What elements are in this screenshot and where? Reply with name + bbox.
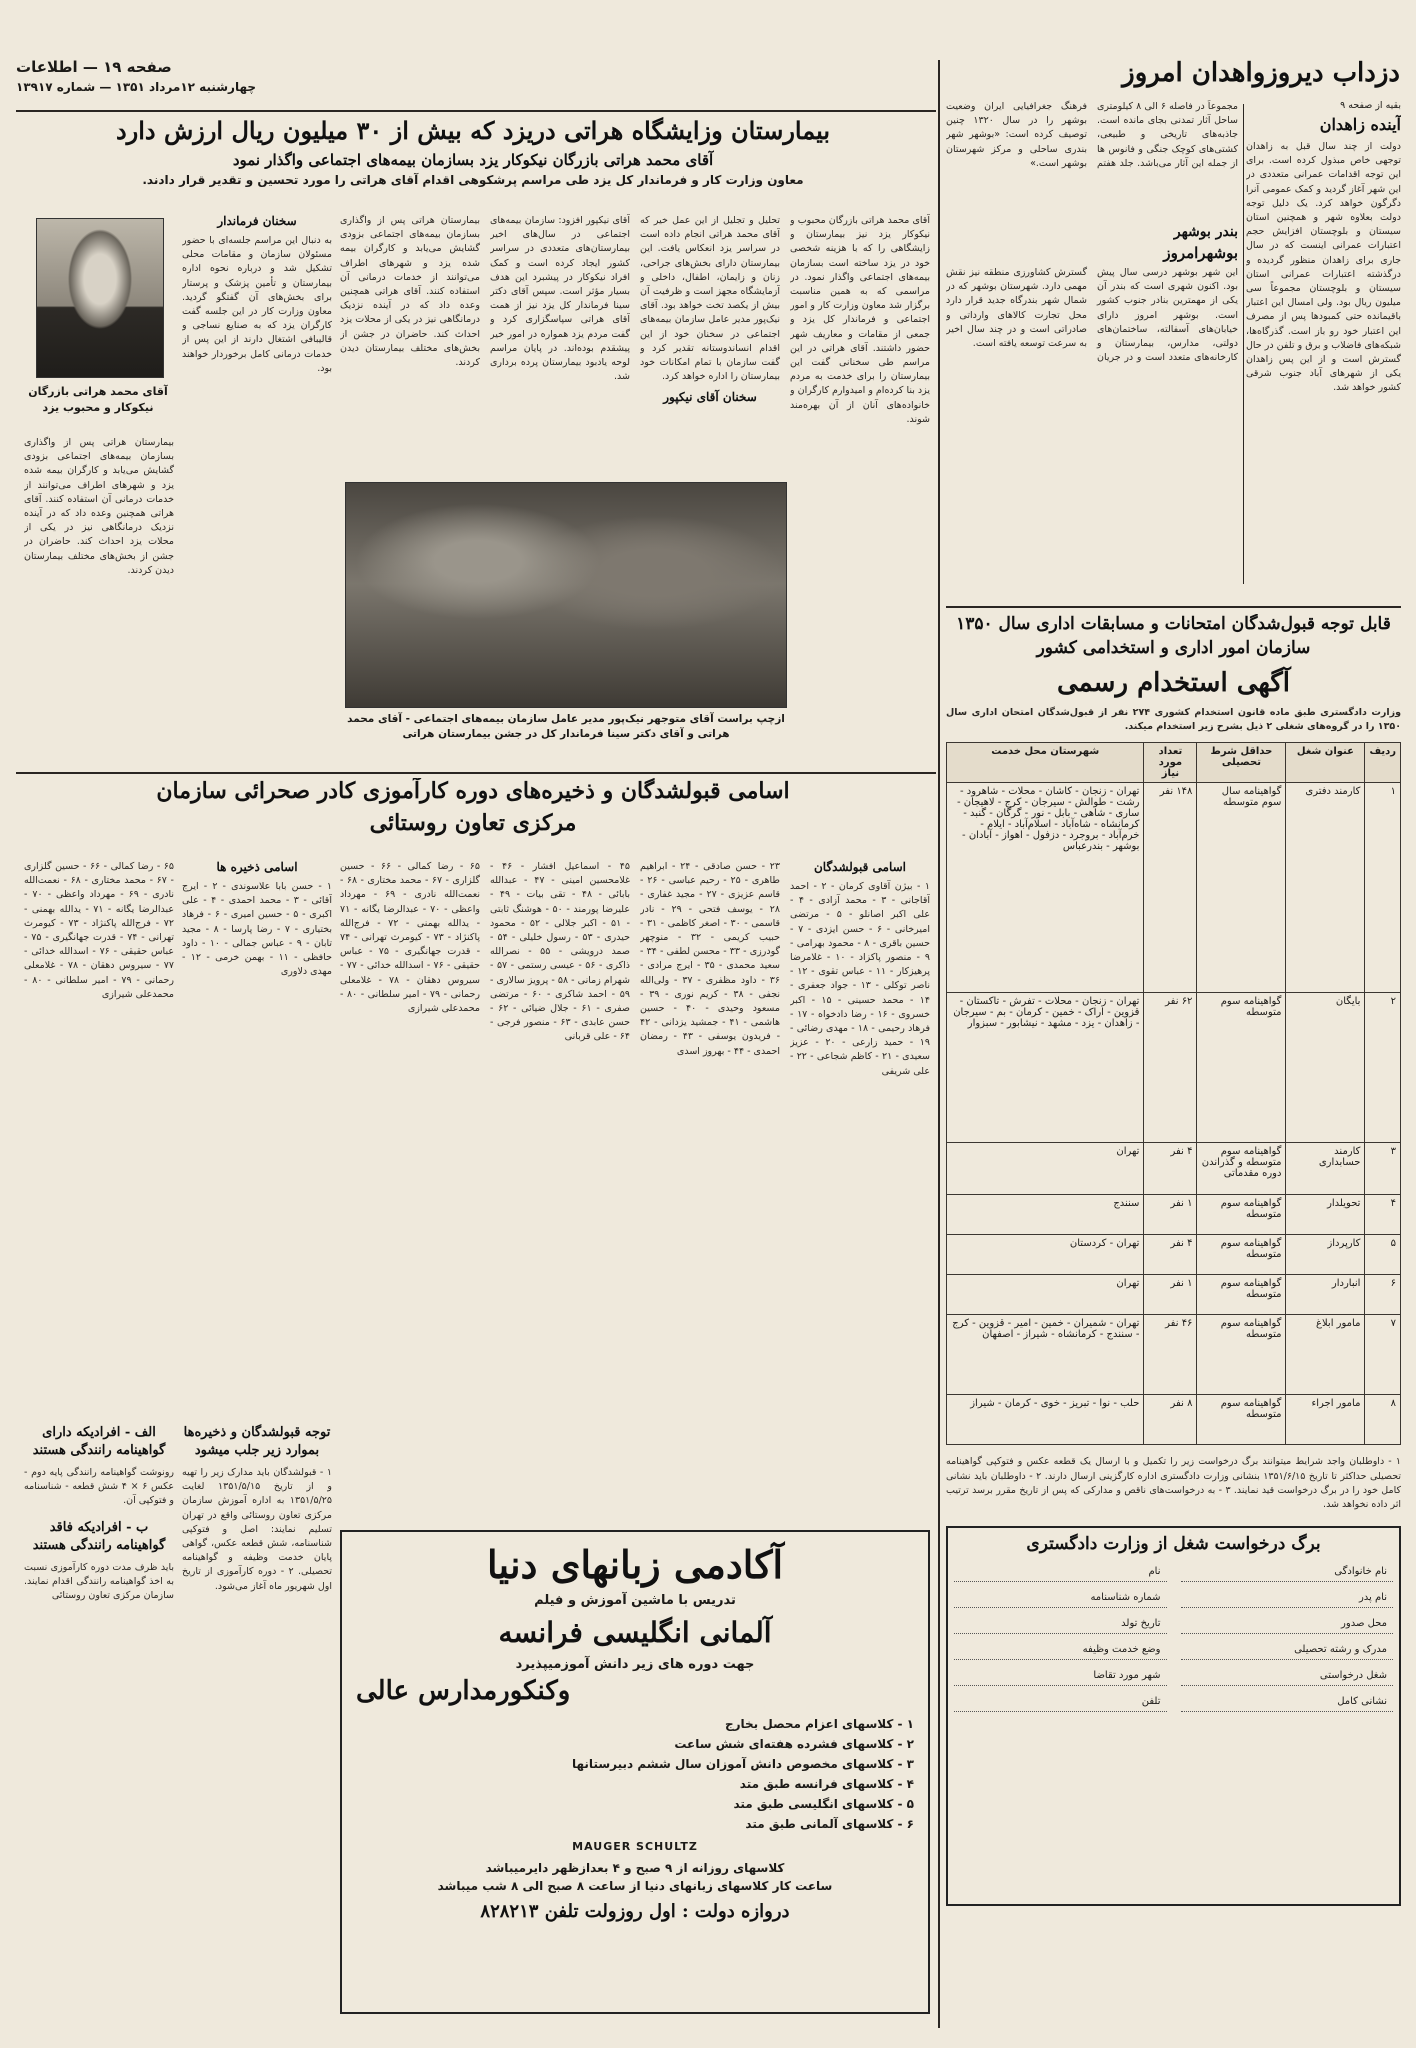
bushehr-subhead: بوشهرامروز [1163, 244, 1238, 262]
academy-item: ۵ - کلاسهای انگلیسی طبق متد [733, 1797, 914, 1811]
table-row [947, 1143, 1401, 1195]
hospital-col-4: بیمارستان هراتی پس از واگذاری بسازمان بیمه‌های اجتماعی بزودی گشایش می‌یابد و کارگران بیمه شده یزد و شهرهای اطراف می‌توانند از خدمات درمانی آن استفاده کنند. آقای هراتی همچنین وعده داد که در آینده نزدیک درمانگاهی نیز در یکی از محلات یزد احداث کند. حاضران در جشن از بخش‌های مختلف بیمارستان دیدن کردند. [340, 215, 480, 369]
row-education: گواهینامه سوم متوسطه و گذراندن دوره مقدماتی [1197, 1143, 1286, 1195]
table-row [947, 1235, 1401, 1275]
category-a-body: رونوشت گواهینامه رانندگی پایه دوم - عکس ۶ × ۴ شش قطعه - شناسنامه و فتوکپی آن. [24, 1467, 174, 1507]
form-field: نام خانوادگی [1181, 1562, 1394, 1582]
training-headline: اسامی قبولشدگان و ذخیره‌های دوره کارآموزی کادر صحرائی سازمان [156, 778, 790, 804]
right-section-rule [946, 606, 1401, 608]
accepted-list-col-4: ۶۵ - رضا کمالی - ۶۶ - حسین گلزاری - ۶۷ - محمد مختاری - ۶۸ - نعمت‌الله نادری - ۶۹ - مهرداد واعظی - ۷۰ - عبدالرضا یگانه - ۷۱ - یدالله بهمنی - ۷۲ - فرج‌الله پاکنژاد - ۷۳ - کیومرث تهرانی - ۷۴ - قدرت جهانگیری - ۷۵ - عباس حقیقی - ۷۶ - اسدالله خدائی - ۷۷ - سیروس دهقان - ۷۸ - غلامعلی رحمانی - ۷۹ - امیر سلطانی - ۸۰ - محمدعلی شیرازی [340, 861, 480, 1015]
academy-ad [340, 1530, 930, 2014]
accepted-list-col-1 [790, 860, 930, 1520]
zahedan-divider [1243, 104, 1244, 584]
bushehr-article [946, 100, 1238, 600]
accepted-list-a: ۱ - بیژن آقاوی کرمان - ۲ - احمد آقاجانی - ۳ - محمد آزادی - ۴ - علی اکبر اصانلو - ۵ - مرتضی امیرخانی - ۶ - حسن ایزدی - ۷ - حسین باقری - ۸ - محمود بهرامی - ۹ - منصور پاکزاد - ۱۰ - غلامرضا پرهیزکار - ۱۱ - عباس تقوی - ۱۲ - ناصر توکلی - ۱۳ - جواد جعفری - ۱۴ - محمد حسینی - ۱۵ - اکبر خسروی - ۱۶ - رضا دادخواه - ۱۷ - فرهاد رحیمی - ۱۸ - مهدی رضائی - ۱۹ - حمید زارعی - ۲۰ - عزیز سعیدی - ۲۱ - کاظم شجاعی - ۲۲ - علی شریفی [790, 881, 930, 1077]
category-b-title: ب - افرادیکه فاقد گواهینامه رانندگی هستند [32, 1519, 166, 1553]
row-education: گواهینامه سوم متوسطه [1197, 1275, 1286, 1315]
col-header: شهرستان محل خدمت [947, 743, 1144, 783]
hospital-col-1: آقای محمد هراتی بازرگان محبوب و نیکوکار یزد نیز بیمارستان و زایشگاهی را که با هزینه شخصی خود در یزد ساخته است بسازمان بیمه‌های اجتماعی واگذار نمود. در مراسمی که به همین مناسبت برگزار شد معاون وزارت کار و امور اجتماعی و فرماندار کل یزد و جمعی از مقامات و معاریف شهر حضور داشتند. آقای هراتی در این مراسم طی سخنانی گفت این بیمارستان را برای خدمت به مردم یزد بنا کرده‌ام و امیدوارم کارگران و خانواده‌های آنان از آن بهره‌مند شوند. [790, 215, 930, 425]
form-field: مدرک و رشته تحصیلی [1181, 1640, 1394, 1660]
event-photo-caption: ازچپ براست آقای متوجهر نیک‌پور مدیر عامل سازمان بیمه‌های اجتماعی - آقای محمد هراتی و آقای دکتر سینا فرماندار کل در جشن بیمارستان هراتی [347, 713, 785, 740]
academy-item: ۲ - کلاسهای فشرده هفته‌ای شش ساعت [674, 1737, 914, 1751]
accepted-list-col-3: ۴۵ - اسماعیل افشار - ۴۶ - غلامحسین امینی - ۴۷ - عبدالله بابائی - ۴۸ - تقی بیات - ۴۹ - علیرضا پورمند - ۵۰ - هوشنگ ثابتی - ۵۱ - اکبر جلالی - ۵۲ - محمود حیدری - ۵۳ - رسول خلیلی - ۵۴ - صمد درویشی - ۵۵ - نصرالله ذاکری - ۵۶ - عیسی رستمی - ۵۷ - شهرام زمانی - ۵۸ - پرویز سالاری - ۵۹ - احمد شاکری - ۶۰ - مرتضی صفری - ۶۱ - جلال ضیائی - ۶۲ - حسن عابدی - ۶۳ - منصور فرجی - ۶۴ - علی قربانی [490, 861, 630, 1043]
row-count: ۶۲ نفر [1144, 993, 1197, 1143]
col-header: ردیف [1365, 743, 1401, 783]
reserve-list [182, 860, 332, 1420]
row-count: ۴۶ نفر [1144, 1315, 1197, 1395]
employment-notes: ۱ - داوطلبان واجد شرایط میتوانند برگ درخواست زیر را تکمیل و با ارسال یک قطعه عکس و فتوکپی گواهینامه تحصیلی حداکثر تا تاریخ ۱۳۵۱/۶/۱۵ بنشانی وزارت دادگستری اداره کارگزینی ارسال دارند. ۲ - داوطلبان باید نشانی کامل خود را در برگ درخواست قید نمایند. ۳ - به درخواست‌های ناقص و مدارکی که پس از تاریخ مقرر برسد ترتیب اثر داده نخواهد شد. [946, 1456, 1401, 1511]
row-number: ۳ [1365, 1143, 1401, 1195]
academy-line-1: جهت دوره های زیر دانش آموزمیپذیرد [515, 1657, 755, 1672]
row-city: سنندج [947, 1195, 1144, 1235]
category-a-title: الف - افرادیکه دارای گواهینامه رانندگی هستند [32, 1425, 166, 1458]
form-field: تاریخ تولد [954, 1614, 1167, 1634]
zahedan-article [1246, 100, 1401, 600]
table-row [947, 783, 1401, 993]
form-field: شغل درخواستی [1181, 1666, 1394, 1686]
form-field: وضع خدمت وظیفه [954, 1640, 1167, 1660]
governor-heading: سخنان فرماندار [217, 214, 297, 228]
row-job: کارپرداز [1286, 1235, 1365, 1275]
academy-address: دروازه دولت : اول روزولت تلفن ۸۲۸۲۱۳ [480, 1901, 790, 1922]
academy-title: آکادمی زبانهای دنیا [486, 1542, 784, 1587]
row-count: ۱ نفر [1144, 1275, 1197, 1315]
row-education: گواهینامه سوم متوسطه [1197, 1195, 1286, 1235]
table-row [947, 1275, 1401, 1315]
hospital-col-6: بیمارستان هراتی پس از واگذاری بسازمان بیمه‌های اجتماعی بزودی گشایش می‌یابد و کارگران بیمه شده یزد و شهرهای اطراف می‌توانند از خدمات درمانی آن استفاده کنند. آقای هراتی همچنین وعده داد که در آینده نزدیک درمانگاهی نیز در یکی از محلات یزد احداث کند. حاضران در جشن از بخش‌های مختلف بیمارستان دیدن کردند. [24, 437, 174, 576]
row-job: انباردار [1286, 1275, 1365, 1315]
form-field: محل صدور [1181, 1614, 1394, 1634]
row-city: تهران - زنجان - محلات - تفرش - تاکستان - قزوین - اراک - خمین - کرمان - بم - سیرجان - زاهدان - یزد - مشهد - نیشابور - سبزوار [947, 993, 1144, 1143]
masthead-rule [16, 110, 936, 112]
form-field: نام [954, 1562, 1167, 1582]
issue-date: چهارشنبه ۱۲مرداد ۱۳۵۱ — شماره ۱۳۹۱۷ [16, 80, 257, 94]
form-title: برگ درخواست شغل از وزارت دادگستری [1026, 1534, 1321, 1555]
application-form [946, 1526, 1401, 1906]
bushehr-body-b: این شهر بوشهر درسی سال پیش بود. اکنون شهری است که بندر آن یکی از مهمترین بنادر جنوب کشور است. بوشهر امروز دارای خیابان‌های آسفالته، ساختمان‌های دولتی، مدارس، بیمارستان و کارخانه‌های متعدد است و در جریان گسترش کشاورزی منطقه نیز نقش مهمی دارد. شهرستان بوشهر که در شمال شهر بندرگاه جدید قرار دارد محل تجارت کالاهای وارداتی و صادراتی است و در چند سال اخیر به سرعت توسعه یافته است. [946, 267, 1238, 364]
col-header: حداقل شرط تحصیلی [1197, 743, 1286, 783]
hospital-col-5-wrap [182, 214, 332, 764]
row-job: کارمند حسابداری [1286, 1143, 1365, 1195]
training-notice [182, 1424, 332, 2014]
employment-notice [946, 614, 1401, 2014]
column-title: دزداب دیروزواهدان امروز [1122, 58, 1400, 88]
training-notice-title: توجه قبولشدگان و ذخیره‌ها بموارد زیر جلب میشود [183, 1425, 331, 1458]
academy-register: کلاسهای روزانه از ۹ صبح و ۴ بعدازظهر دایرمیباشد [485, 1861, 785, 1875]
academy-item: ۱ - کلاسهای اعزام محصل بخارج [724, 1717, 914, 1731]
accepted-heading: اسامی قبولشدگان [813, 860, 907, 874]
academy-item: ۳ - کلاسهای مخصوص دانش آموزان سال ششم دبیرستانها [572, 1757, 914, 1771]
academy-tagline: تدریس با ماشین آموزش و فیلم [534, 1593, 736, 1608]
row-city: تهران - کردستان [947, 1235, 1144, 1275]
col-header: تعداد مورد نیاز [1144, 743, 1197, 783]
row-count: ۱۴۸ نفر [1144, 783, 1197, 993]
form-field: تلفن [954, 1692, 1167, 1712]
reserve-heading: اسامی ذخیره ها [216, 860, 298, 874]
row-number: ۵ [1365, 1235, 1401, 1275]
form-field: شهر مورد تقاضا [954, 1666, 1167, 1686]
zahedan-body: دولت از چند سال قبل به زاهدان توجهی خاص مبذول کرده است. برای این توجه اقدامات عمرانی متعددی در این شهر آغاز گردید و کمک عمومی آنرا دگرگون خواهد کرد. یک دلیل توجه دولت بعلاوه شهر و همچنین استان سیستان و بلوچستان افزایش حجم اعتبارات عمرانی اینست که در سال جاری برای زاهدان منظور گردیده و درگذشته اعتبارات عمرانی استان سیستان و بلوچستان مجموعاً سی میلیون ریال بود. ولی امسال این اعتبار باقیمانده حتی کمبودها پس از مصرف این اعتبار خود رو باز است. گذرگاه‌ها، شبکه‌های فاضلاب و برق و تلفن در حال گسترش است و از این پس زاهدان یکی از شهرهای آباد جنوب شرقی کشور خواهد شد. [1246, 141, 1401, 394]
row-city: تهران [947, 1275, 1144, 1315]
accepted-list-col-2: ۲۳ - حسن صادقی - ۲۴ - ابراهیم طاهری - ۲۵ - رحیم عباسی - ۲۶ - قاسم عزیزی - ۲۷ - مجید غفاری - ۲۸ - یوسف فتحی - ۲۹ - نادر قاسمی - ۳۰ - اصغر کاظمی - ۳۱ - حبیب کریمی - ۳۲ - منوچهر گودرزی - ۳۳ - محسن لطفی - ۳۴ - سعید محمدی - ۳۵ - ایرج مرادی - ۳۶ - داود مظفری - ۳۷ - ولی‌الله نجفی - ۳۸ - کریم نوری - ۳۹ - مسعود وحیدی - ۴۰ - حسین هاشمی - ۴۱ - جمشید یزدانی - ۴۲ - فریدون یوسفی - ۴۳ - رمضان احمدی - ۴۴ - بهروز اسدی [640, 861, 780, 1057]
row-city: حلب - نوا - تبریز - خوی - کرمان - شیراز [947, 1395, 1144, 1445]
row-count: ۸ نفر [1144, 1395, 1197, 1445]
table-row [947, 993, 1401, 1143]
employment-headline: قابل توجه قبول‌شدگان امتحانات و مسابقات اداری سال ۱۳۵۰ [956, 614, 1391, 634]
row-job: بایگان [1286, 993, 1365, 1143]
row-job: مامور اجراء [1286, 1395, 1365, 1445]
bushehr-continued: بندر بوشهر [1173, 224, 1238, 240]
row-job: کارمند دفتری [1286, 783, 1365, 993]
zahedan-subhead: آینده زاهدان [1319, 115, 1401, 134]
hospital-col-2: تحلیل و تجلیل از این عمل خیر که آقای محمد هراتی انجام داده است در سراسر یزد انعکاس یافت. این بیمارستان دارای بخش‌های جراحی، زنان و زایمان، اطفال، داخلی و آزمایشگاه مجهز است و ظرفیت آن بیش از یکصد تخت خواهد بود. آقای نیک‌پور مدیر عامل سازمان بیمه‌های اجتماعی در سخنان خود از این اقدام انساندوستانه تقدیر کرد و گفت سازمان با تمام امکانات خود بیمارستان را اداره خواهد کرد. [640, 215, 780, 383]
masthead-left [16, 58, 436, 108]
category-b-body: باید ظرف مدت دوره کارآموزی نسبت به اخذ گواهینامه رانندگی اقدام نمایند. سازمان مرکزی تعاون روستائی [24, 1561, 174, 1602]
row-job: تحویلدار [1286, 1195, 1365, 1235]
row-education: گواهینامه سوم متوسطه [1197, 993, 1286, 1143]
academy-items [356, 1714, 914, 1834]
form-field: نام پدر [1181, 1588, 1394, 1608]
license-categories [24, 1424, 174, 2014]
form-field: نشانی کامل [1181, 1692, 1394, 1712]
reserve-names: ۱ - حسن بابا علاسوندی - ۲ - ایرج آقائی - ۳ - محمد احمدی - ۴ - علی اکبری - ۵ - حسین امیری - ۶ - فرهاد بختیاری - ۷ - رضا پارسا - ۸ - مجید تابان - ۹ - عباس جمالی - ۱۰ - داود حافظی - ۱۱ - بهمن خرمی - ۱۲ - مهدی دلاوری [182, 881, 332, 978]
row-count: ۴ نفر [1144, 1235, 1197, 1275]
row-city: تهران - شمیران - خمین - امیر - قزوین - کرج - سنندج - کرمانشاه - شیراز - اصفهان [947, 1315, 1144, 1395]
training-notice-body: ۱ - قبولشدگان باید مدارک زیر را تهیه و از تاریخ ۱۳۵۱/۵/۱۵ لغایت ۱۳۵۱/۵/۲۵ به اداره آموزش سازمان مرکزی تعاون روستائی واقع در تهران تسلیم نمایند: اصل و فتوکپی شناسنامه، شش قطعه عکس، گواهی پایان خدمت وظیفه و گواهینامه تحصیلی. ۲ - دوره کارآموزی از تاریخ اول شهریور ماه آغاز می‌شود. [182, 1467, 332, 1592]
row-education: گواهینامه سوم متوسطه [1197, 1395, 1286, 1445]
employment-notice-title: آگهی استخدام رسمی [1056, 668, 1290, 698]
speech-heading: سخنان آقای نیکپور [663, 390, 757, 405]
academy-line-2: وکنکورمدارس عالی [356, 1676, 571, 1706]
accepted-list-col-6: ۶۵ - رضا کمالی - ۶۶ - حسین گلزاری - ۶۷ - محمد مختاری - ۶۸ - نعمت‌الله نادری - ۶۹ - مهرداد واعظی - ۷۰ - عبدالرضا یگانه - ۷۱ - یدالله بهمنی - ۷۲ - فرج‌الله پاکنژاد - ۷۳ - کیومرث تهرانی - ۷۴ - قدرت جهانگیری - ۷۵ - عباس حقیقی - ۷۶ - اسدالله خدائی - ۷۷ - سیروس دهقان - ۷۸ - غلامعلی رحمانی - ۷۹ - امیر سلطانی - ۸۰ - محمدعلی شیرازی [24, 861, 174, 1000]
row-education: گواهینامه سال سوم متوسطه [1197, 783, 1286, 993]
main-column-divider [938, 60, 940, 2028]
hospital-subhead: آقای محمد هراتی بازرگان نیکوکار یزد بسازمان بیمه‌های اجتماعی واگذار نمود [232, 151, 714, 169]
academy-item: ۶ - کلاسهای آلمانی طبق متد [745, 1817, 914, 1831]
page-number: صفحه ۱۹ — اطلاعات [16, 58, 172, 76]
table-row [947, 1195, 1401, 1235]
jobs-table-header [947, 743, 1401, 783]
row-count: ۱ نفر [1144, 1195, 1197, 1235]
employment-agency: سازمان امور اداری و استخدامی کشور [1036, 638, 1311, 658]
academy-methods: MAUGER SCHULTZ [572, 1840, 698, 1853]
hospital-col-5: به دنبال این مراسم جلسه‌ای با حضور مسئولان سازمان و مقامات محلی تشکیل شد و درباره نحوه اداره بیمارستان و تأمین پزشک و پرستار برای بخش‌های آن گفتگو گردید. معاون وزارت کار در این جلسه گفت کارگران یزد که به صنایع نساجی و قالیبافی اشتغال دارند از این پس از خدمات درمانی کامل برخوردار خواهند بود. [182, 235, 332, 374]
row-number: ۸ [1365, 1395, 1401, 1445]
academy-item: ۴ - کلاسهای فرانسه طبق متد [739, 1777, 914, 1791]
portrait-photo [36, 218, 164, 378]
portrait-caption: آقای محمد هراتی بازرگان نیکوکار و محبوب یزد [28, 385, 168, 414]
row-number: ۴ [1365, 1195, 1401, 1235]
row-city: تهران - زنجان - کاشان - محلات - شاهرود - رشت - طوالش - سیرجان - کرج - لاهیجان - ساری - شاهی - بابل - نور - گرگان - گنبد - کرمانشاه - شاه‌آباد - اسلام‌آباد - ایلام - خرم‌آباد - بروجرد - دزفول - اهواز - آبادان - بوشهر - بندرعباس [947, 783, 1144, 993]
row-city: تهران [947, 1143, 1144, 1195]
continued-label: بقیه از صفحه ۹ [1340, 100, 1401, 111]
hospital-headline: بیمارستان وزایشگاه هراتی دریزد که بیش از ۳۰ میلیون ریال ارزش دارد [115, 116, 831, 145]
form-field: شماره شناسنامه [954, 1588, 1167, 1608]
table-row [947, 1395, 1401, 1445]
employment-intro: وزارت دادگستری طبق ماده قانون استخدام کشوری ۲۷۴ نفر از قبول‌شدگان امتحان اداری سال ۱۳۵۰ را در گروه‌های شغلی ۲ ذیل بشرح زیر استخدام میکند. [946, 707, 1401, 733]
row-count: ۴ نفر [1144, 1143, 1197, 1195]
event-photo [345, 482, 787, 708]
training-article [16, 778, 930, 858]
col-header: عنوان شغل [1286, 743, 1365, 783]
hospital-subhead-2: معاون وزارت کار و فرماندار کل یزد طی مراسم پرشکوهی اقدام آقای هراتی را مورد تحسین و تقدیر قرار دادند. [142, 173, 804, 187]
training-headline-2: مرکزی تعاون روستائی [369, 810, 577, 836]
row-number: ۲ [1365, 993, 1401, 1143]
row-job: مامور ابلاغ [1286, 1315, 1365, 1395]
hospital-col-3: آقای نیکپور افزود: سازمان بیمه‌های اجتماعی در سال‌های اخیر بیمارستان‌های متعددی در سراسر کشور ایجاد کرده است و کمک افراد نیکوکار در پیشبرد این هدف بسیار مؤثر است. سپس آقای دکتر سینا فرماندار کل یزد نیز از همت آقای هراتی سپاسگزاری کرد و گفت مردم یزد همواره در امور خیر پیشقدم بوده‌اند. در پایان مراسم لوحه یادبود بیمارستان پرده برداری شد. [490, 215, 630, 383]
row-education: گواهینامه سوم متوسطه [1197, 1315, 1286, 1395]
masthead-right [940, 58, 1400, 98]
bushehr-body-a: مجموعاً در فاصله ۶ الی ۸ کیلومتری ساحل آثار تمدنی بجای مانده است. جاذبه‌های تاریخی و طبیعی، کشتی‌های کوچک جنگی و فانوس ها از جمله این آثار می‌باشد. جلد هفتم فرهنگ جغرافیایی ایران وضعیت بوشهر را در سال ۱۳۲۰ چنین توصیف کرده است: «بوشهر شهر بندری ساحلی و مرکز شهرستان بوشهر است.» [946, 101, 1238, 169]
row-number: ۱ [1365, 783, 1401, 993]
row-number: ۶ [1365, 1275, 1401, 1315]
row-number: ۷ [1365, 1315, 1401, 1395]
table-row [947, 1315, 1401, 1395]
jobs-table [946, 742, 1401, 1445]
academy-languages: آلمانی انگلیسی فرانسه [498, 1616, 772, 1649]
row-education: گواهینامه سوم متوسطه [1197, 1235, 1286, 1275]
academy-hours: ساعت کار کلاسهای زبانهای دنیا از ساعت ۸ صبح الی ۸ شب میباشد [437, 1879, 833, 1893]
hospital-bottom-rule [16, 772, 936, 774]
